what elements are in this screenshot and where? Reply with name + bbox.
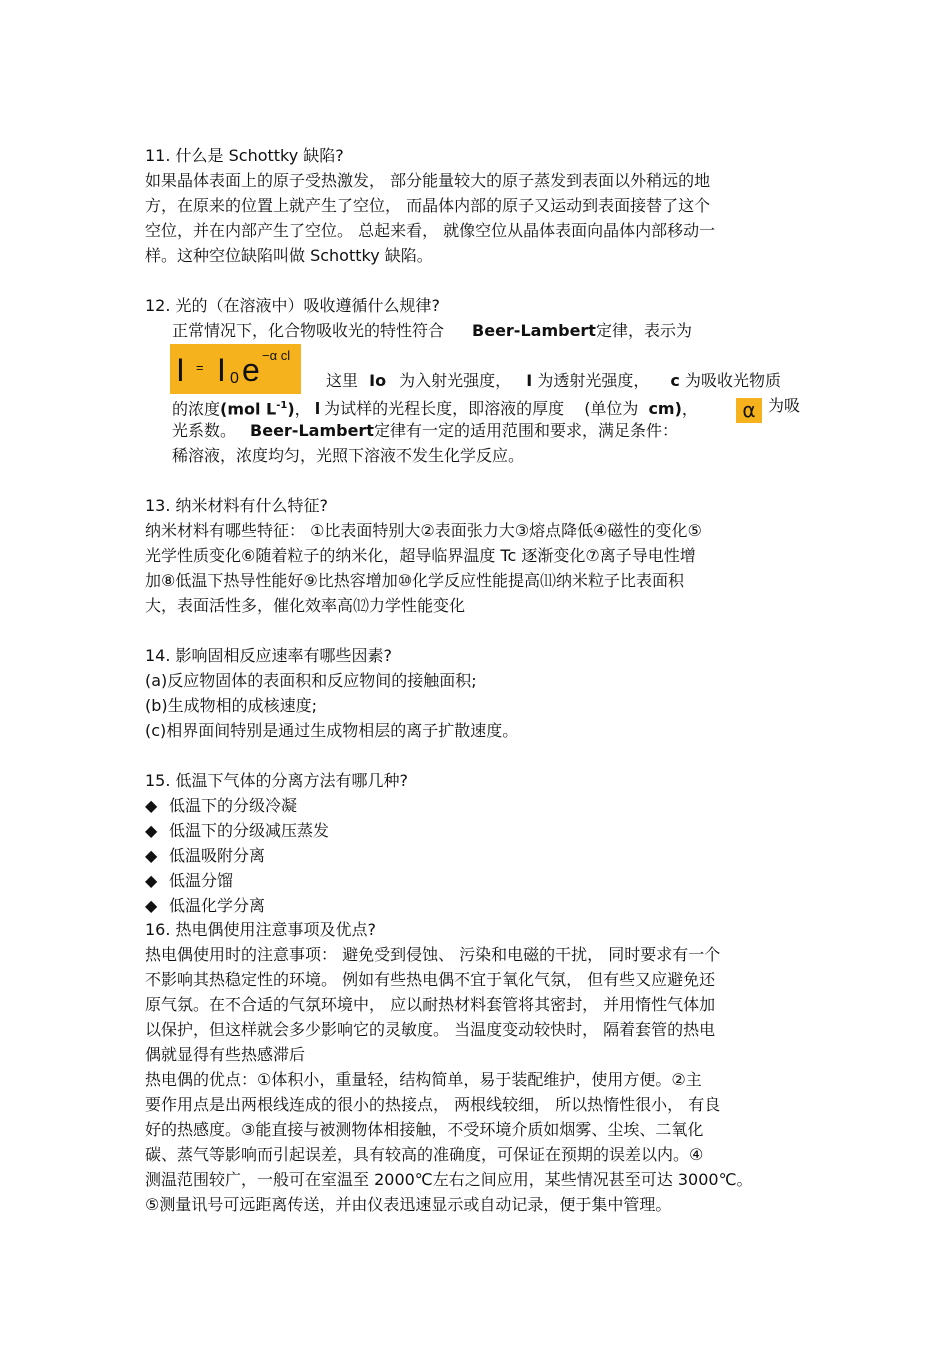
q13-line-2: 光学性质变化⑥随着粒子的纳米化，超导临界温度 Tc 逐渐变化⑦离子导电性增 [145, 546, 696, 565]
q13-line-4: 大，表面活性多，催化效率高⑿力学性能变化 [145, 596, 466, 615]
q12-line-3: 的浓度(mol $L^{-1}$)， l 为试样的光程长度，即溶液的厚度 (单位为 cm)， [172, 399, 698, 419]
q16-line-6: 热电偶的优点：①体积小，重量轻，结构简单，易于装配维护，使用方便。②主 [145, 1070, 702, 1089]
diamond-bullet-icon: ◆ [145, 821, 158, 840]
q12-line-1: 正常情况下，化合物吸收光的特性符合 Beer-Lambert定律，表示为 [172, 321, 692, 340]
q12-line-2: 这里 Io 为入射光强度， I 为透射光强度， c 为吸收光物质 [326, 371, 782, 390]
q15-item-3: ◆ 低温吸附分离 [145, 846, 266, 865]
q16-line-3: 原气氛。在不合适的气氛环境中， 应以耐热材料套管将其密封， 并用惰性气体加 [145, 995, 716, 1014]
formula-I0: I [217, 352, 226, 388]
diamond-bullet-icon: ◆ [145, 896, 158, 915]
q15-title: 15. 低温下气体的分离方法有哪几种? [145, 771, 409, 790]
q14-title: 14. 影响固相反应速率有哪些因素? [145, 646, 393, 665]
q12-line-3-end: 为吸 [768, 396, 801, 415]
formula-exponent: −α cl [262, 348, 291, 363]
q14-line-2: (b)生成物相的成核速度; [145, 696, 318, 715]
formula-e: e [242, 352, 260, 388]
q16-line-10: 测温范围较广，一般可在室温至 2000℃左右之间应用，某些情况甚至可达 3000℃。 [145, 1170, 753, 1189]
q14-line-3: (c)相界面间特别是通过生成物相层的离子扩散速度。 [145, 721, 519, 740]
q13-title: 13. 纳米材料有什么特征? [145, 496, 329, 515]
diamond-bullet-icon: ◆ [145, 846, 158, 865]
formula-sub0: 0 [230, 370, 239, 387]
q11-line-2: 方，在原来的位置上就产生了空位， 而晶体内部的原子又运动到表面接替了这个 [145, 196, 711, 215]
q12-title: 12. 光的（在溶液中）吸收遵循什么规律? [145, 296, 441, 315]
formula-equals: = [196, 360, 204, 375]
q13-line-1: 纳米材料有哪些特征： ①比表面特别大②表面张力大③熔点降低④磁性的变化⑤ [145, 521, 702, 540]
q11-line-4: 样。这种空位缺陷叫做 Schottky 缺陷。 [145, 246, 433, 265]
alpha-symbol-highlight: α [736, 398, 762, 423]
q12-line-5: 稀溶液，浓度均匀，光照下溶液不发生化学反应。 [172, 446, 525, 465]
q16-line-9: 碳、蒸气等影响而引起误差，具有较高的准确度，可保证在预期的误差以内。④ [145, 1145, 704, 1164]
q11-title: 11. 什么是 Schottky 缺陷? [145, 146, 344, 165]
q16-line-1: 热电偶使用时的注意事项： 避免受到侵蚀、 污染和电磁的干扰， 同时要求有一个 [145, 945, 721, 964]
q16-line-7: 要作用点是出两根线连成的很小的热接点， 两根线较细， 所以热惰性很小， 有良 [145, 1095, 721, 1114]
q15-item-1: ◆ 低温下的分级冷凝 [145, 796, 298, 815]
q13-line-3: 加⑧低温下热导性能好⑨比热容增加⑩化学反应性能提高⑾纳米粒子比表面积 [145, 571, 685, 590]
q11-line-1: 如果晶体表面上的原子受热激发， 部分能量较大的原子蒸发到表面以外稍远的地 [145, 171, 711, 190]
q16-line-11: ⑤测量讯号可远距离传送，并由仪表迅速显示或自动记录，便于集中管理。 [145, 1195, 672, 1214]
q15-item-4: ◆ 低温分馏 [145, 871, 234, 890]
q16-title: 16. 热电偶使用注意事项及优点? [145, 920, 377, 939]
diamond-bullet-icon: ◆ [145, 871, 158, 890]
q16-line-4: 以保护，但这样就会多少影响它的灵敏度。 当温度变动较快时， 隔着套管的热电 [145, 1020, 716, 1039]
q15-item-5: ◆ 低温化学分离 [145, 896, 266, 915]
formula-highlight [170, 344, 301, 394]
q16-line-5: 偶就显得有些热感滞后 [145, 1045, 306, 1064]
formula-I: I [176, 352, 185, 388]
q16-line-8: 好的热感度。③能直接与被测物体相接触，不受环境介质如烟雾、尘埃、二氧化 [145, 1120, 704, 1139]
beer-lambert-term: Beer-Lambert [472, 321, 596, 340]
q16-line-2: 不影响其热稳定性的环境。 例如有些热电偶不宜于氧化气氛， 但有些又应避免还 [145, 970, 716, 989]
q12-line-4: 光系数。 Beer-Lambert定律有一定的适用范围和要求，满足条件： [172, 421, 678, 440]
diamond-bullet-icon: ◆ [145, 796, 158, 815]
q11-line-3: 空位，并在内部产生了空位。 总起来看， 就像空位从晶体表面向晶体内部移动一 [145, 221, 716, 240]
q15-item-2: ◆ 低温下的分级减压蒸发 [145, 821, 330, 840]
q14-line-1: (a)反应物固体的表面积和反应物间的接触面积; [145, 671, 477, 690]
